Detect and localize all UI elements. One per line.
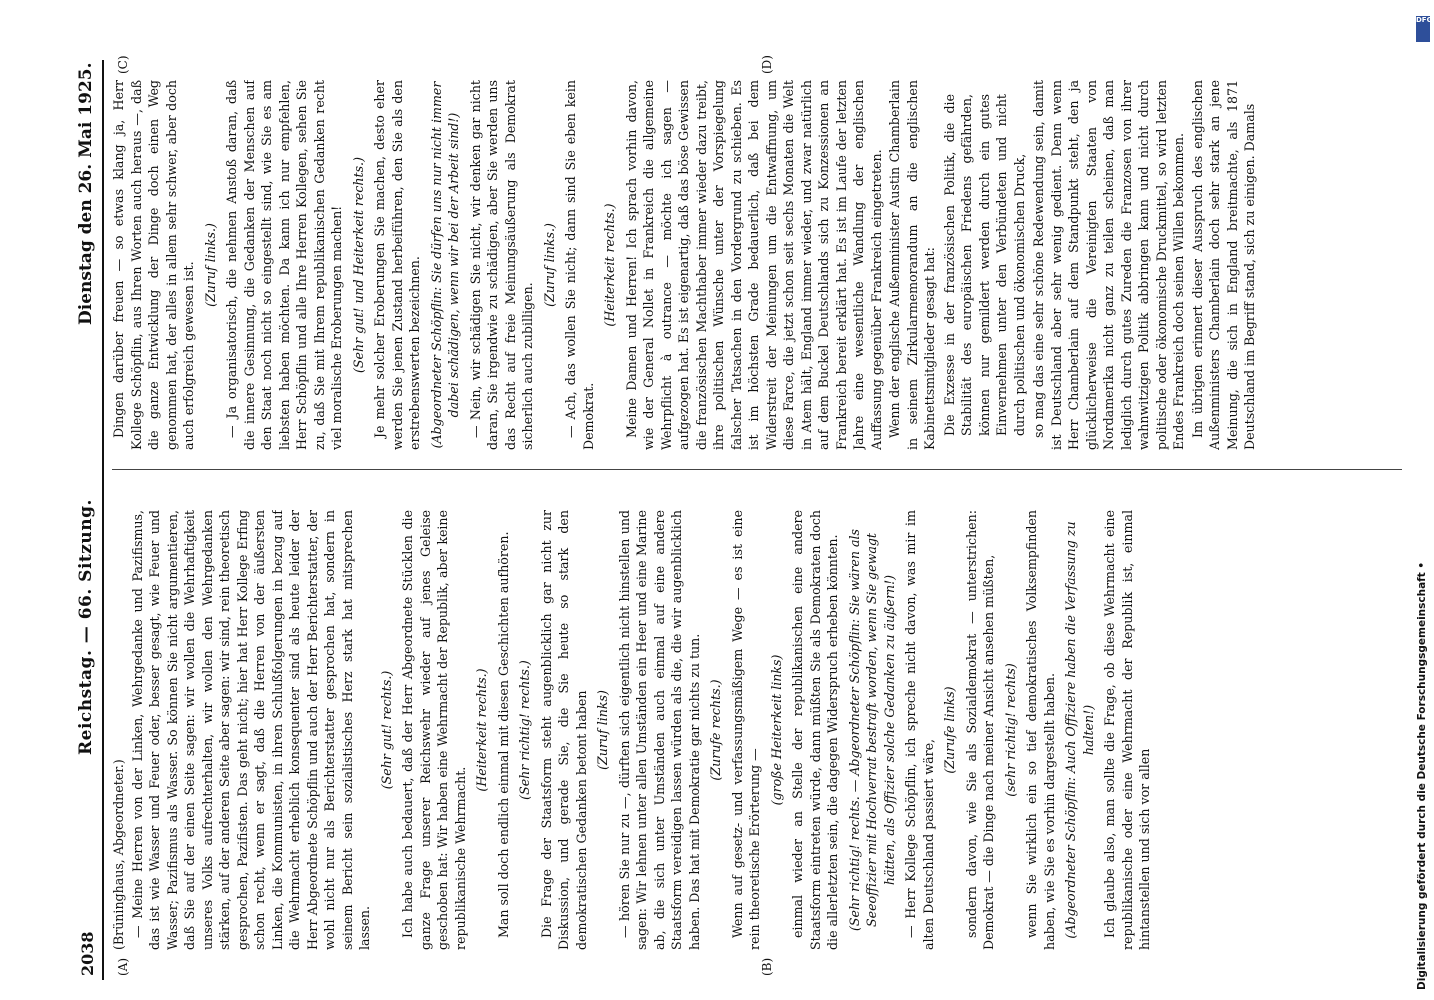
left-interjection: (Sehr richtig! rechts. — Abgeordneter Schöpflin: Sie wären als Seeoffizier mit Hochverrat bestraft worden, wenn Sie gewagt hätten, als Offizier solche Gedanken zu äußern!) xyxy=(846,529,897,931)
right-paragraph: — Ja organisatorisch, die nehmen Anstoß daran, daß die innere Gesinnung, die Gedanken der Menschen auf den Staat noch nicht so eingestellt sind, wie Sie es am liebsten haben möchten. Da kann ich nur empfehlen, Herr Schöpflin und alle Ihre Herren Kollegen, sehen Sie zu, daß Sie mit Ihrem republikanischen Gedanken recht viel moralische Eroberungen machen! xyxy=(224,80,344,450)
right-paragraph: — Ach, das wollen Sie nicht; dann sind Sie eben kein Demokrat. xyxy=(563,80,596,450)
left-interjection: (Zurufe rechts.) xyxy=(708,679,723,781)
right-paragraph: Meine Damen und Herren! Ich sprach vorhin davon, wie der General Nollet in Frankreich die allgemeine Wehrpflicht à outrance — möchte ich sagen — aufgezogen hat. Es ist eigenartig, daß das böse Gewissen die französischen Machthaber immer wieder dazu treibt, ihre politischen Wünsche unter der Vorspiegelung falscher Tatsachen in den Vordergrund zu schieben. Es ist im höchsten Grade bedauerlich, daß bei dem Widerstreit der Meinungen um die Entwaffnung, um diese Farce, die jetzt schon seit sechs Monaten die Welt in Atem hält, England immer wieder, und zwar natürlich auf dem Buckel Deutschlands sich zu Konzessionen an Frankreich bereit erklärt hat. Es ist im Laufe der letzten Jahre eine wesentliche Wandlung der englischen Auffassung gegenüber Frankreich eingetreten. xyxy=(623,80,884,450)
left-paragraph: wenn Sie wirklich ein so tief demokratisches Volksempfinden haben, wie Sie es vorhin dargestellt haben. xyxy=(1024,510,1057,950)
left-speaker-label: (Brüninghaus, Abgeordneter.) xyxy=(111,759,126,950)
right-interjection: (Heiterkeit rechts.) xyxy=(602,203,617,327)
right-interjection: (Abgeordneter Schöpflin: Sie dürfen uns nur nicht immer dabei schädigen, wenn wir bei der Arbeit sind!) xyxy=(428,81,461,449)
right-quotation: Die Exzesse in der französischen Politik, die die Stabilität des europäischen Friedens gefährden, können nur gemildert werden durch ein gutes Einvernehmen unter den Verbündeten und nicht durch politischen und ökonomischen Druck, xyxy=(941,94,1027,436)
left-paragraph: einmal wieder an Stelle der republikanischen eine andere Staatsform eintreten würde, dann müßten Sie als Demokraten doch die allerletzten sein, die dagegen Widerspruch erheben könnten. xyxy=(790,510,840,950)
dfg-logo: DFG xyxy=(1416,16,1430,42)
digitization-credit: Digitalisierung gefördert durch die Deutsche Forschungsgemeinschaft • xyxy=(1416,561,1428,990)
left-interjection: (große Heiterkeit links) xyxy=(768,654,784,806)
scanned-page xyxy=(72,50,1412,990)
left-interjection: (sehr richtig! rechts) xyxy=(1002,663,1018,797)
session-date: Dienstag den 26. Mai 1925. xyxy=(76,62,96,325)
left-paragraph: sondern davon, wie Sie als Sozialdemokrat — unterstrichen: Demokrat — die Dinge nach meiner Ansicht ansehen müßten, xyxy=(963,510,996,950)
right-paragraph: — Nein, wir schädigen Sie nicht, wir denken gar nicht daran, Sie irgendwie zu schädigen, aber Sie werden uns das Recht auf freie Meinungsäußerung als Demokrat sicherlich auch zubilligen. xyxy=(467,80,535,450)
margin-mark-a: (A) xyxy=(116,957,130,976)
left-paragraph: — Meine Herren von der Linken, Wehrgedanke und Pazifismus, das ist wie Wasser und Feuer oder, besser gesagt, wie Feuer und Wasser; Pazifismus als Wasser. So können Sie nicht argumentieren, daß Sie auf der einen Seite sagen: wir wollen die Wehrhaftigkeit unseres Volks aufrechterhalten, wir wollen den Wehrgedanken stärken, auf der anderen Seite aber sagen: wir sind, rein theoretisch gesprochen, Pazifisten. Das geht nicht; hier hat Herr Kollege Erfing schon recht, wenn er sagt, daß die Herren von der äußersten Linken, die Kommunisten, in ihren Schlußfolgerungen in bezug auf die Wehrmacht erheblich konsequenter sind als heute leider der Herr Abgeordnete Schöpflin und auch der Herr Berichterstatter, der wohl nicht nur als Berichterstatter gesprochen hat, sondern in seinem Bericht sein sozialistisches Herz stark hat mitsprechen lassen. xyxy=(129,510,372,950)
left-interjection: (Zuruf links) xyxy=(595,690,610,770)
right-paragraph: Im übrigen erinnert dieser Ausspruch des englischen Außenministers Chamberlain doch sehr stark an jene Meinung, die sich in England breitmachte, als 1871 Deutschland im Begriff stand, sich zu einigen. Damals xyxy=(1189,80,1257,450)
left-paragraph: — Herr Kollege Schöpflin, ich spreche nicht davon, was mir im alten Deutschland passiert wäre, xyxy=(903,510,936,950)
right-interjection: (Sehr gut! und Heiterkeit rechts.) xyxy=(350,157,366,373)
left-paragraph: — hören Sie nur zu —, dürften sich eigentlich nicht hinstellen und sagen: Wir lehnen unter allen Umständen ein Heer und eine Marine ab, die sich unter Umständen auch einmal auf eine andere Staatsform vereidigen lassen würden als die, die wir augenblicklich haben. Das hat mit Demokratie gar nichts zu tun. xyxy=(616,510,702,950)
dfg-credit-strip xyxy=(1416,10,1433,990)
right-paragraph: Wenn der englische Außenminister Austin Chamberlain in seinem Zirkularmemorandum an die englischen Kabinettsmitglieder gesagt hat: xyxy=(887,80,937,450)
right-paragraph: Je mehr solcher Eroberungen Sie machen, desto eher werden Sie jenen Zustand herbeiführen, den Sie als den erstrebenswerten bezeichnen. xyxy=(372,80,422,450)
right-paragraph: Dingen darüber freuen — so etwas klang ja, Herr Kollege Schöpflin, aus Ihren Worten auch heraus —, daß die ganze Entwicklung der Dinge doch einen Weg genommen hat, der alles in allem sehr schwer, aber doch auch erfolgreich gewesen ist. xyxy=(111,80,196,450)
left-paragraph: Ich habe auch bedauert, daß der Herr Abgeordnete Stücklen die ganze Frage unserer Reichswehr wieder auf jenes Geleise geschoben hat: Wir haben eine Wehrmacht der Republik, aber keine republikanische Wehrmacht. xyxy=(400,510,468,950)
left-interjection: (Abgeordneter Schöpflin: Auch Offiziere haben die Verfassung zu halten!) xyxy=(1063,521,1096,939)
left-paragraph: Wenn auf gesetz- und verfassungsmäßigem Wege — es ist eine rein theoretische Erörterung — xyxy=(729,510,762,950)
page-number: 2038 xyxy=(78,931,97,976)
right-text-column xyxy=(110,80,1400,450)
left-paragraph: Man soll doch endlich einmal mit diesen Geschichten aufhören. xyxy=(495,531,511,938)
page-header xyxy=(72,60,104,980)
left-interjection: (Sehr gut! rechts.) xyxy=(378,670,394,790)
left-interjection: (Zurufe links) xyxy=(942,686,957,774)
left-text-column xyxy=(110,510,1400,950)
column-divider xyxy=(112,469,1402,470)
margin-mark-b: (B) xyxy=(760,957,774,976)
left-interjection: (Heiterkeit rechts.) xyxy=(474,668,489,792)
session-title: Reichstag. — 66. Sitzung. xyxy=(76,499,96,755)
margin-mark-d: (D) xyxy=(760,55,774,74)
left-paragraph: Ich glaube also, man sollte die Frage, ob diese Wehrmacht eine republikanische oder eine Wehrmacht der Republik ist, einmal hintanstellen und sich vor allen xyxy=(1102,510,1152,950)
right-interjection: (Zuruf links.) xyxy=(202,223,218,307)
margin-mark-c: (C) xyxy=(116,55,130,74)
right-interjection: (Zuruf links.) xyxy=(541,223,557,307)
left-paragraph: Die Frage der Staatsform steht augenblicklich gar nicht zur Diskussion, und gerade Sie, die Sie heute so stark den demokratischen Gedanken betont haben xyxy=(538,510,589,950)
right-paragraph: so mag das eine sehr schöne Redewendung sein, damit ist Deutschland aber sehr wenig gedient. Denn wenn Herr Chamberlain auf dem Standpunkt steht, den ja glücklicherweise die Vereinigten Staaten von Nordamerika nicht ganz zu teilen scheinen, daß man lediglich durch gutes Zureden die Franzosen von ihrer wahnwitzigen Politik abbringen kann und nicht durch politische oder ökonomische Druckmittel, so wird letzten Endes Frankreich doch seinen Willen bekommen. xyxy=(1031,80,1186,450)
left-interjection: (Sehr richtig! rechts.) xyxy=(517,660,532,800)
